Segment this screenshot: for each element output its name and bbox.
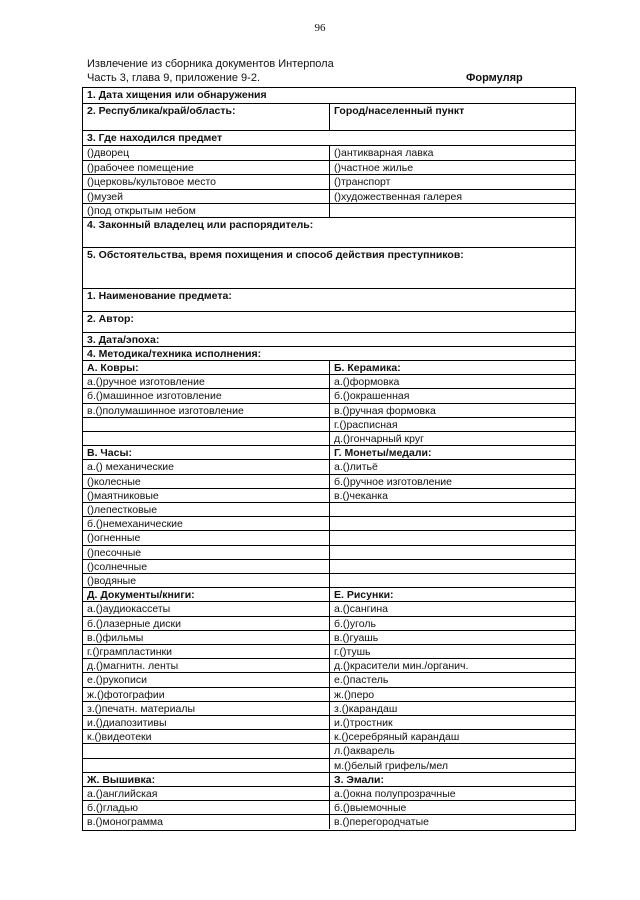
- cell-left: ()рабочее помещение: [87, 161, 194, 174]
- cell-right: в.()ручная формовка: [329, 404, 575, 417]
- option-row: [83, 601, 575, 615]
- option-row: [83, 672, 575, 686]
- field-location: [83, 103, 575, 130]
- section-carpets-ceramics-header: [83, 360, 575, 374]
- section-embroidery-enamels-header: [83, 772, 575, 786]
- option-row: [83, 616, 575, 630]
- cell-left: ()солнечные: [87, 560, 148, 573]
- field-label: 1. Дата хищения или обнаружения: [87, 89, 267, 101]
- cell-left: к.()видеотеки: [87, 731, 152, 744]
- where-option-row: [83, 174, 575, 189]
- cell-left: ()песочные: [87, 546, 142, 559]
- cell-right: м.()белый грифель/мел: [329, 759, 575, 772]
- field-label: 3. Где находился предмет: [87, 132, 223, 144]
- cell-left: б.()машинное изготовление: [87, 390, 222, 403]
- option-row: [83, 559, 575, 573]
- cell-left: е.()рукописи: [87, 674, 147, 687]
- cell-right: а.()окна полупрозрачные: [329, 787, 575, 800]
- page-number: 96: [314, 22, 326, 34]
- cell-left: ()водяные: [87, 575, 137, 587]
- where-option-row: [83, 160, 575, 175]
- cell-left: з.()печатн. материалы: [87, 702, 195, 715]
- cell-left: [83, 744, 329, 757]
- cell-left: в.()фильмы: [87, 631, 144, 644]
- cell-left: б.()гладью: [87, 802, 138, 815]
- cell-right: Город/населенный пункт: [329, 104, 575, 130]
- cell-right: ()антикварная лавка: [329, 146, 575, 160]
- option-row: [83, 644, 575, 658]
- option-row: [83, 729, 575, 743]
- option-row: [83, 502, 575, 516]
- cell-right: б.()выемочные: [329, 801, 575, 814]
- cell-right: в.()чеканка: [329, 489, 575, 502]
- cell-left: В. Часы:: [87, 447, 132, 460]
- cell-right: в.()перегородчатые: [329, 815, 575, 828]
- field-label: 5. Обстоятельства, время похищения и способ действия преступников:: [87, 249, 464, 261]
- cell-left: б.()немеханические: [87, 518, 183, 531]
- cell-right: [329, 574, 575, 587]
- cell-left: б.()лазерные диски: [87, 617, 181, 630]
- cell-left: ()маятниковые: [87, 489, 159, 502]
- option-row: [83, 417, 575, 431]
- cell-right: Б. Керамика:: [329, 361, 575, 374]
- cell-right: Е. Рисунки:: [329, 588, 575, 601]
- field-label: 3. Дата/эпоха:: [87, 334, 160, 346]
- field-label: 2. Автор:: [87, 313, 134, 325]
- option-row: [83, 431, 575, 445]
- cell-right: в.()гуашь: [329, 631, 575, 644]
- cell-left: ()дворец: [87, 147, 130, 159]
- cell-left: а.() механические: [87, 461, 174, 474]
- cell-left: [83, 759, 329, 772]
- cell-left: а.()аудиокассеты: [87, 603, 171, 616]
- cell-right: ()транспорт: [329, 175, 575, 189]
- field-theft-date: [83, 88, 575, 103]
- cell-left: [83, 418, 329, 431]
- field-label: 4. Законный владелец или распорядитель:: [87, 219, 314, 231]
- cell-right: Г. Монеты/медали:: [329, 446, 575, 459]
- form-table: [82, 87, 576, 831]
- where-option-row: [83, 189, 575, 204]
- option-row: [83, 545, 575, 559]
- form-title: Формуляр: [466, 72, 523, 84]
- cell-right: б.()уголь: [329, 617, 575, 630]
- cell-left: Ж. Вышивка:: [87, 773, 156, 786]
- cell-left: а.()английская: [87, 788, 158, 800]
- option-row: [83, 814, 575, 828]
- cell-right: ()художественная галерея: [329, 190, 575, 204]
- field-author: [83, 311, 575, 332]
- cell-right: л.()акварель: [329, 744, 575, 757]
- cell-left: ()огненные: [87, 532, 141, 545]
- option-row: [83, 658, 575, 672]
- cell-right: ж.()перо: [329, 688, 575, 701]
- section-clocks-coins-header: [83, 445, 575, 459]
- cell-right: [329, 517, 575, 530]
- cell-left: А. Ковры:: [87, 362, 139, 374]
- field-date-epoch: [83, 332, 575, 346]
- option-row: [83, 786, 575, 800]
- option-row: [83, 758, 575, 772]
- cell-right: [329, 531, 575, 544]
- cell-right: ()частное жилье: [329, 161, 575, 175]
- option-row: [83, 374, 575, 388]
- cell-left: в.()монограмма: [87, 816, 163, 829]
- cell-left: ()колесные: [87, 475, 141, 488]
- cell-right: З. Эмали:: [329, 773, 575, 786]
- option-row: [83, 488, 575, 502]
- field-technique: [83, 346, 575, 360]
- option-row: [83, 715, 575, 729]
- cell-right: з.()карандаш: [329, 702, 575, 715]
- cell-right: и.()тростник: [329, 716, 575, 729]
- source-title: Извлечение из сборника документов Интерпола: [87, 58, 334, 70]
- cell-right: к.()серебряный карандаш: [329, 730, 575, 743]
- option-row: [83, 687, 575, 701]
- field-circumstances: [83, 247, 575, 288]
- option-row: [83, 516, 575, 530]
- field-label: 4. Методика/техника исполнения:: [87, 348, 262, 360]
- cell-right: а.()формовка: [329, 375, 575, 388]
- field-object-name: [83, 288, 575, 311]
- cell-right: г.()расписная: [329, 418, 575, 431]
- option-row: [83, 403, 575, 417]
- option-row: [83, 388, 575, 402]
- field-label: 1. Наименование предмета:: [87, 290, 232, 302]
- cell-left: 2. Республика/край/область:: [87, 105, 236, 117]
- cell-left: а.()ручное изготовление: [87, 376, 205, 389]
- section-documents-drawings-header: [83, 587, 575, 601]
- cell-left: ()церковь/культовое место: [87, 176, 217, 188]
- where-option-row: [83, 145, 575, 160]
- option-row: [83, 701, 575, 715]
- cell-left: ()музей: [87, 190, 123, 203]
- cell-left: д.()магнитн. ленты: [87, 660, 179, 673]
- cell-left: Д. Документы/книги:: [87, 589, 195, 602]
- option-row: [83, 800, 575, 814]
- cell-left: ж.()фотографии: [87, 688, 165, 701]
- option-row: [83, 743, 575, 757]
- option-row: [83, 630, 575, 644]
- cell-right: [329, 546, 575, 559]
- cell-left: ()лепестковые: [87, 504, 158, 516]
- option-row: [83, 530, 575, 544]
- cell-left: в.()полумашинное изготовление: [87, 404, 244, 417]
- cell-right: г.()тушь: [329, 645, 575, 658]
- section-where-header: [83, 130, 575, 145]
- where-option-row: [83, 203, 575, 218]
- cell-right: а.()литьё: [329, 460, 575, 473]
- cell-right: [329, 204, 575, 218]
- cell-right: а.()сангина: [329, 602, 575, 615]
- option-row: [83, 573, 575, 587]
- option-row: [83, 474, 575, 488]
- cell-left: и.()диапозитивы: [87, 717, 167, 729]
- field-owner: [83, 217, 575, 247]
- cell-right: б.()ручное изготовление: [329, 475, 575, 488]
- cell-right: [329, 560, 575, 573]
- source-reference: Часть 3, глава 9, приложение 9-2.: [87, 72, 261, 84]
- option-row: [83, 459, 575, 473]
- cell-left: ()под открытым небом: [87, 205, 196, 217]
- cell-left: г.()грампластинки: [87, 646, 173, 658]
- cell-right: б.()окрашенная: [329, 389, 575, 402]
- cell-right: д.()красители мин./органич.: [329, 659, 575, 672]
- cell-right: е.()пастель: [329, 673, 575, 686]
- cell-left: [83, 432, 329, 445]
- cell-right: д.()гончарный круг: [329, 432, 575, 445]
- cell-right: [329, 503, 575, 516]
